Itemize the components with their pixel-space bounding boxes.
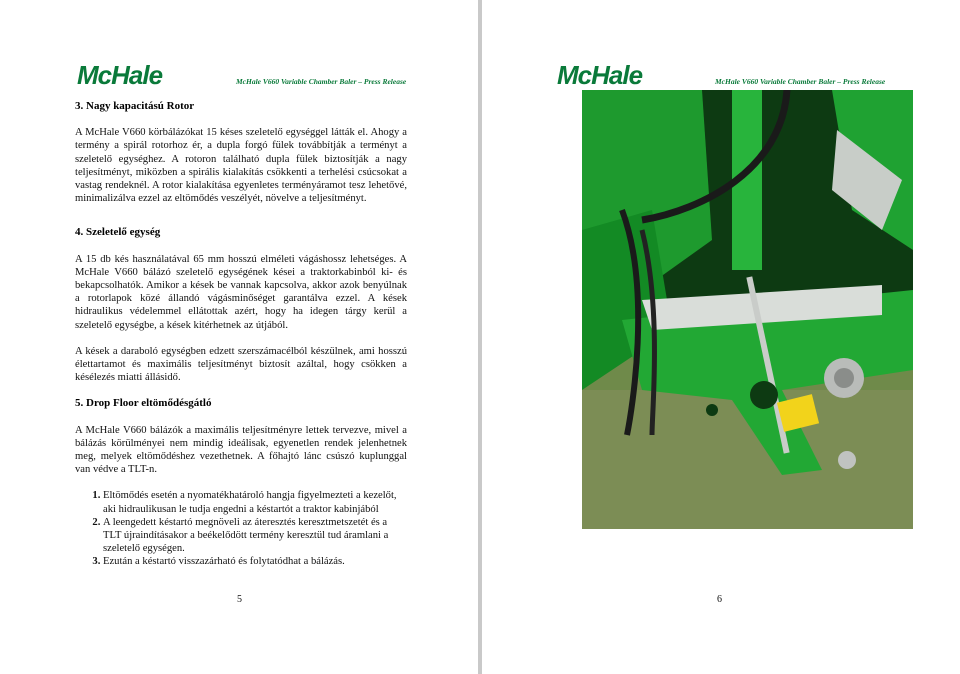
section-4-paragraph-1: A 15 db kés használatával 65 mm hosszú elméleti vágáshossz lehetséges. A McHale V660 bálázó szeletelő egységének kései a traktorkabinból ki- és bekapcsolhatók. Amikor a kések be vannak kapcsolva, akkor azok benyúlnak a rotorlapok közé állandó vágásminőséget garantálva ezzel. A kések hidraulikus védelemmel ellátottak azért, hogy ha idegen tárgy kerül a szeletelő egységbe, a kések kitérhetnek az útjából. [75, 253, 407, 331]
left-page [0, 0, 478, 674]
section-4-paragraph-2: A kések a daraboló egységben edzett szerszámacélból készülnek, ami hosszú élettartamot és maximális teljesítményt biztosít azáltal, hogy csökken a késélezés miatti állásidő. [75, 345, 407, 384]
list-item: 3. Ezután a késtartó visszazárható és folytatódhat a bálázás. [103, 555, 407, 568]
section-3-heading: 3. Nagy kapacitású Rotor [75, 100, 195, 112]
baler-rotor-photo-icon [582, 90, 913, 529]
section-3-paragraph: A McHale V660 körbálázókat 15 késes szeletelő egységgel látták el. Ahogy a termény a spirál rotorhoz ér, a dupla forgó fülek továbbítják a terményt a szeletelő egységhez. A rotoron található dupla fülek biztosítják a nagy teljesítményt, miközben a spirális kialakítás csökkenti a terhelési csúcsokat a vastag rendeknél. A rotor kialakítása egyenletes terményáramot tesz lehetővé, minimalizálva ezzel az eltömődés veszélyét, növelve a teljesítményt. [75, 127, 407, 205]
section-4-heading: 4. Szeletelő egység [75, 226, 161, 239]
header-title: McHale V660 Variable Chamber Baler – Press Release [715, 77, 886, 86]
mchale-logo: McHale [557, 60, 643, 90]
section-5-heading: 5. Drop Floor eltömődésgátló [75, 397, 212, 410]
page-number: 6 [717, 594, 722, 605]
list-item: 2. A leengedett késtartó megnöveli az áteresztés keresztmetszetét és a TLT újraindításakor a beékelődött termény keresztül tud áramlani a szeletelő egységen. [103, 516, 407, 556]
page-number: 5 [237, 594, 242, 605]
drop-floor-steps-list [75, 489, 407, 568]
right-page [482, 0, 960, 674]
section-5-paragraph: A McHale V660 bálázók a maximális teljesítményre lettek tervezve, mivel a bálázás körülményei nem mindig ideálisak, egyenetlen rendek jelenhetnek meg, melyek eltömődéshez vezethetnek. A főhajtó lánc csúszó kuplunggal van védve a TLT-n. [75, 424, 407, 476]
mchale-logo: McHale [77, 60, 163, 90]
left-page-content [75, 100, 407, 569]
list-item: 1. Eltömődés esetén a nyomatékhatároló hangja figyelmezteti a kezelőt, aki hidraulikusan le tudja engedni a késtartót a traktor kabinjából [103, 489, 407, 515]
header-title: McHale V660 Variable Chamber Baler – Press Release [236, 77, 407, 86]
